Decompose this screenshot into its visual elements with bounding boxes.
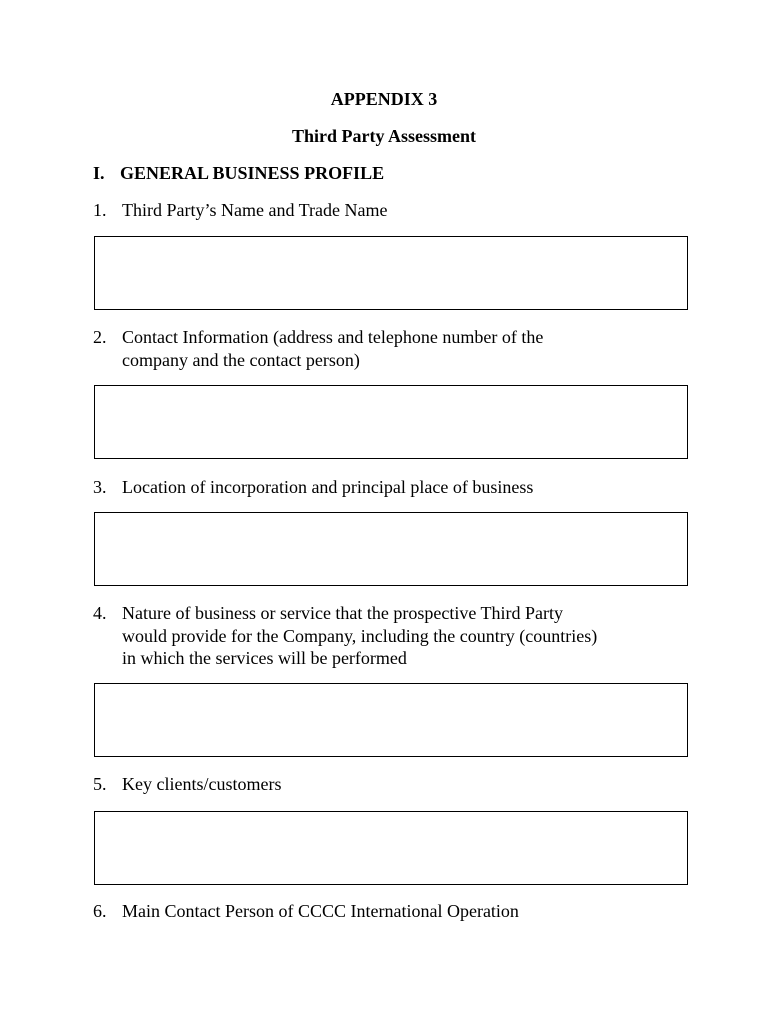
question-text: Key clients/customers [122,774,282,794]
question-number: 1. [93,200,107,220]
question-number: 2. [93,327,107,347]
question-number: 5. [93,774,107,794]
question-item-3 [93,476,693,499]
section-heading [93,162,384,184]
question-number: 6. [93,901,107,921]
document-subtitle: Third Party Assessment [292,126,476,146]
answer-box-3[interactable] [94,512,688,586]
question-item-1 [93,199,693,222]
question-text: Third Party’s Name and Trade Name [122,200,388,220]
question-number: 3. [93,477,107,497]
question-item-4 [93,602,693,670]
answer-box-2[interactable] [94,385,688,459]
answer-box-5[interactable] [94,811,688,885]
question-text: Contact Information (address and telephone number of the company and the contact person) [122,327,544,370]
question-text: Main Contact Person of CCCC International Operation [122,901,519,921]
question-item-6 [93,900,693,923]
question-text: Location of incorporation and principal place of business [122,477,534,497]
answer-box-4[interactable] [94,683,688,757]
question-text: Nature of business or service that the prospective Third Party would provide for the Company, including the country (countries) in which the services will be performed [122,603,598,668]
question-item-2 [93,326,693,371]
question-number: 4. [93,603,107,623]
section-heading-text: GENERAL BUSINESS PROFILE [120,163,385,183]
appendix-title: APPENDIX 3 [330,89,438,109]
section-number: I. [93,163,105,183]
question-item-5 [93,773,693,796]
answer-box-1[interactable] [94,236,688,310]
